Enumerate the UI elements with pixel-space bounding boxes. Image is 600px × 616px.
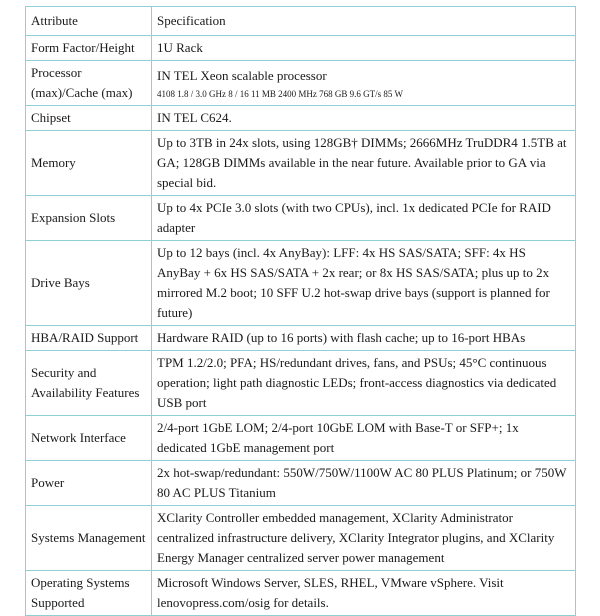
row-specification: Microsoft Windows Server, SLES, RHEL, VMware vSphere. Visit lenovopress.com/osig for details.	[152, 571, 576, 616]
row-specification: Up to 12 bays (incl. 4x AnyBay): LFF: 4x HS SAS/SATA; SFF: 4x HS AnyBay + 6x HS SAS/SATA + 2x rear; or 8x HS SAS/SATA; plus up to 2x mirrored M.2 boot; 10 SFF U.2 hot-swap drive bays (support is planned for future)	[152, 241, 576, 326]
row-attribute: Security and Availability Features	[26, 351, 152, 416]
table-row	[26, 196, 576, 241]
row-specification: Up to 4x PCIe 3.0 slots (with two CPUs), incl. 1x dedicated PCIe for RAID adapter	[152, 196, 576, 241]
row-attribute: Operating Systems Supported	[26, 571, 152, 616]
row-attribute: Memory	[26, 131, 152, 196]
row-specification	[152, 61, 576, 106]
table-row	[26, 131, 576, 196]
row-attribute: Expansion Slots	[26, 196, 152, 241]
row-specification: IN TEL C624.	[152, 106, 576, 131]
row-specification: XClarity Controller embedded management, XClarity Administrator centralized infrastructure delivery, XClarity Integrator plugins, and XClarity Energy Manager centralized server power management	[152, 506, 576, 571]
processor-name: IN TEL Xeon scalable processor	[157, 67, 327, 83]
table-header-row	[26, 7, 576, 36]
row-specification: Hardware RAID (up to 16 ports) with flash cache; up to 16-port HBAs	[152, 326, 576, 351]
table-row	[26, 106, 576, 131]
table-row	[26, 36, 576, 61]
processor-details: 4108 1.8 / 3.0 GHz 8 / 16 11 MB 2400 MHz 768 GB 9.6 GT/s 85 W	[157, 88, 403, 99]
header-specification: Specification	[152, 7, 576, 36]
table-row	[26, 416, 576, 461]
table-row	[26, 61, 576, 106]
row-attribute: Processor (max)/Cache (max)	[26, 61, 152, 106]
table-row	[26, 506, 576, 571]
row-attribute: Systems Management	[26, 506, 152, 571]
table-row	[26, 326, 576, 351]
table-row	[26, 241, 576, 326]
spec-table-container	[25, 6, 575, 616]
row-attribute: HBA/RAID Support	[26, 326, 152, 351]
table-row	[26, 571, 576, 616]
row-attribute: Power	[26, 461, 152, 506]
table-row	[26, 351, 576, 416]
row-specification: 1U Rack	[152, 36, 576, 61]
header-attribute: Attribute	[26, 7, 152, 36]
spec-table	[25, 6, 576, 616]
row-specification: Up to 3TB in 24x slots, using 128GB† DIMMs; 2666MHz TruDDR4 1.5TB at GA; 128GB DIMMs available in the near future. Available prior to GA via special bid.	[152, 131, 576, 196]
row-attribute: Form Factor/Height	[26, 36, 152, 61]
row-specification: TPM 1.2/2.0; PFA; HS/redundant drives, fans, and PSUs; 45°C continuous operation; light path diagnostic LEDs; front-access diagnostics via dedicated USB port	[152, 351, 576, 416]
row-specification: 2/4-port 1GbE LOM; 2/4-port 10GbE LOM with Base-T or SFP+; 1x dedicated 1GbE management port	[152, 416, 576, 461]
row-attribute: Chipset	[26, 106, 152, 131]
row-attribute: Network Interface	[26, 416, 152, 461]
table-row	[26, 461, 576, 506]
row-attribute: Drive Bays	[26, 241, 152, 326]
row-specification: 2x hot-swap/redundant: 550W/750W/1100W AC 80 PLUS Platinum; or 750W 80 AC PLUS Titanium	[152, 461, 576, 506]
